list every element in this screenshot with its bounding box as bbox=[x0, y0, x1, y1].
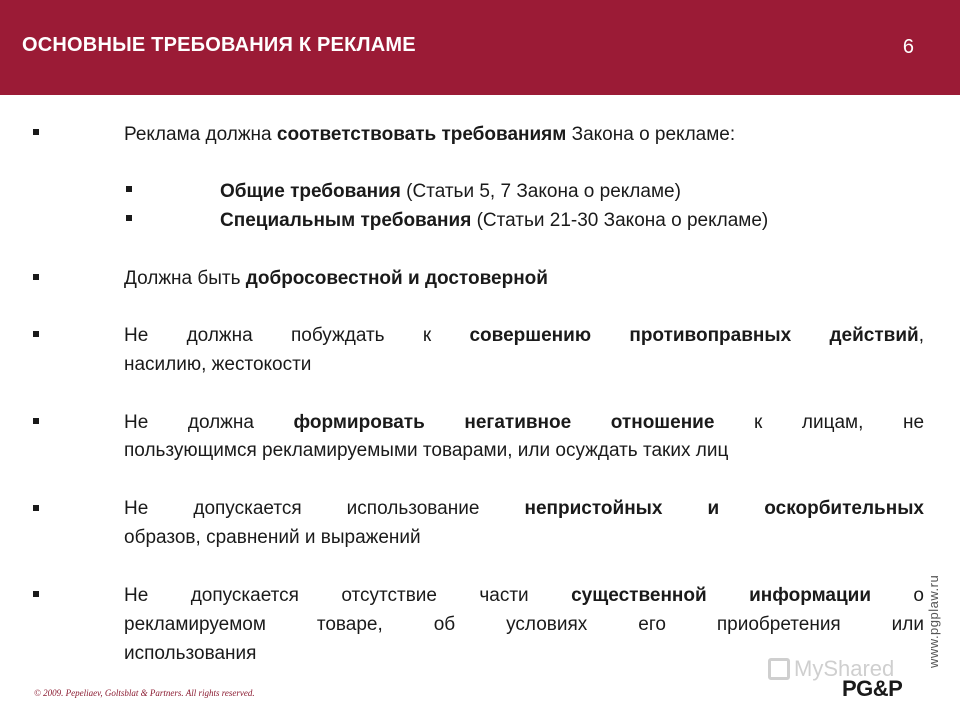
company-logo: PG&P bbox=[842, 676, 903, 701]
sub-list-item: Специальным требования (Статьи 21-30 Закона о рекламе) bbox=[220, 210, 769, 231]
list-item-continuation: образов, сравнений и выражений bbox=[124, 527, 421, 548]
sub-list-item: Общие требования (Статьи 5, 7 Закона о рекламе) bbox=[220, 181, 681, 202]
list-item: Не допускается использование непристойных и оскорбительных bbox=[124, 498, 924, 519]
bullet-icon bbox=[31, 416, 41, 426]
list-item: Не допускается отсутствие части существенной информации о bbox=[124, 585, 924, 606]
watermark: MyShared bbox=[768, 656, 894, 682]
list-item-continuation: использования bbox=[124, 643, 257, 664]
page-number: 6 bbox=[902, 36, 914, 58]
bullet-icon bbox=[31, 272, 41, 282]
list-item: Реклама должна соответствовать требованиям Закона о рекламе: bbox=[124, 124, 736, 145]
bullet-icon bbox=[31, 127, 41, 137]
bullet-icon bbox=[31, 329, 41, 339]
list-item-continuation: насилию, жестокости bbox=[124, 354, 312, 375]
sub-bullet-icon bbox=[124, 184, 134, 194]
side-url: www.pgplaw.ru bbox=[926, 574, 941, 668]
slide-title: ОСНОВНЫЕ ТРЕБОВАНИЯ К РЕКЛАМЕ bbox=[22, 34, 416, 56]
list-item-continuation: пользующимся рекламируемыми товарами, или осуждать таких лиц bbox=[124, 440, 729, 461]
list-item: Должна быть добросовестной и достоверной bbox=[124, 268, 548, 289]
list-item-continuation: рекламируемом товаре, об условиях его приобретения или bbox=[124, 614, 924, 635]
list-item: Не должна побуждать к совершению противоправных действий, bbox=[124, 325, 924, 346]
sub-bullet-icon bbox=[124, 213, 134, 223]
presentation-icon bbox=[768, 658, 790, 680]
bullet-icon bbox=[31, 589, 41, 599]
list-item: Не должна формировать негативное отношение к лицам, не bbox=[124, 412, 925, 433]
bullet-icon bbox=[31, 503, 41, 513]
copyright-notice: © 2009. Pepeliaev, Goltsblat & Partners. All rights reserved. bbox=[34, 688, 255, 698]
